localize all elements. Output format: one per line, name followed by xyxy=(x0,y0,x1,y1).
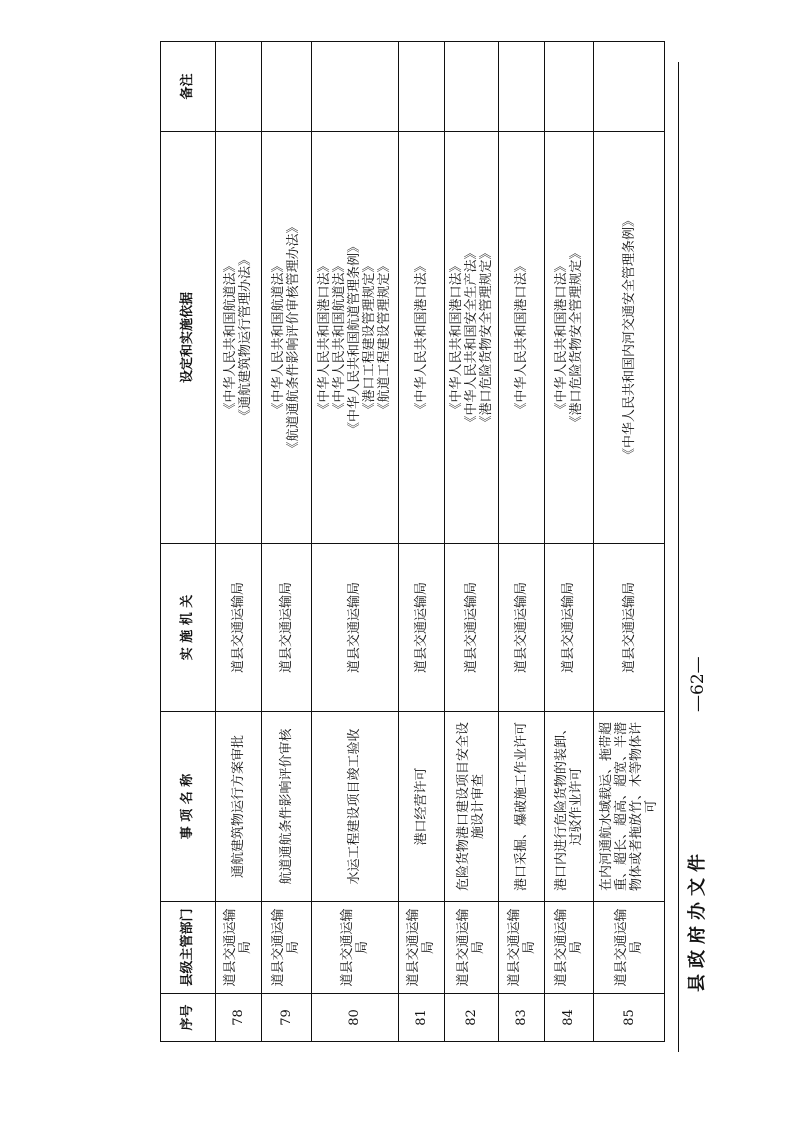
table-row xyxy=(398,42,444,1042)
cell-basis xyxy=(499,132,545,544)
legal-basis-line: 《中华人民共和国港口法》 xyxy=(448,259,464,416)
col-header-note: 备注 xyxy=(161,42,216,132)
legal-basis-line: 《航道工程建设管理规定》 xyxy=(377,259,393,416)
cell-item: 在内河通航水域载运、拖带超重、超长、超高、超宽、半潜物体或者拖放竹、木等物体许可 xyxy=(594,712,665,902)
cell-agency: 道县交通运输局 xyxy=(499,544,545,712)
cell-item: 水运工程建设项目竣工验收 xyxy=(311,712,398,902)
cell-agency: 道县交通运输局 xyxy=(311,544,398,712)
cell-no: 82 xyxy=(444,994,499,1042)
cell-no: 85 xyxy=(594,994,665,1042)
document-header-title: 县政府办文件 xyxy=(687,848,708,992)
cell-dept: 道县交通运输局 xyxy=(444,902,499,994)
approval-items-table xyxy=(160,41,665,1042)
table-row xyxy=(444,42,499,1042)
cell-no: 81 xyxy=(398,994,444,1042)
cell-item: 港口采掘、爆破施工作业许可 xyxy=(499,712,545,902)
cell-note xyxy=(215,42,262,132)
page-number: —62— xyxy=(688,656,708,712)
table-row xyxy=(215,42,262,1042)
cell-dept: 道县交通运输局 xyxy=(594,902,665,994)
cell-no: 84 xyxy=(544,994,593,1042)
cell-item: 危险货物港口建设项目安全设施设计审查 xyxy=(444,712,499,902)
cell-note xyxy=(262,42,311,132)
cell-agency: 道县交通运输局 xyxy=(544,544,593,712)
col-header-basis: 设定和实施依据 xyxy=(161,132,216,544)
cell-basis xyxy=(544,132,593,544)
legal-basis-line: 《通航建筑物运行管理办法》 xyxy=(238,253,254,423)
cell-note xyxy=(499,42,545,132)
header-rule xyxy=(678,62,679,1052)
cell-item: 港口经营许可 xyxy=(398,712,444,902)
cell-agency: 道县交通运输局 xyxy=(215,544,262,712)
legal-basis-line: 《中华人民共和国内河交通安全管理条例》 xyxy=(621,214,637,462)
cell-no: 80 xyxy=(311,994,398,1042)
cell-dept: 道县交通运输局 xyxy=(311,902,398,994)
cell-basis xyxy=(398,132,444,544)
legal-basis-line: 《中华人民共和国航道法》 xyxy=(223,259,239,416)
legal-basis-line: 《中华人民共和国港口法》 xyxy=(553,259,569,416)
cell-no: 83 xyxy=(499,994,545,1042)
cell-dept: 道县交通运输局 xyxy=(398,902,444,994)
legal-basis-line: 《中华人民共和国航道法》 xyxy=(332,259,348,416)
cell-no: 78 xyxy=(215,994,262,1042)
cell-dept: 道县交通运输局 xyxy=(544,902,593,994)
cell-basis xyxy=(311,132,398,544)
col-header-no: 序号 xyxy=(161,994,216,1042)
legal-basis-line: 《港口工程建设管理规定》 xyxy=(362,259,378,416)
col-header-item: 事 项 名 称 xyxy=(161,712,216,902)
cell-note xyxy=(544,42,593,132)
cell-item: 通航建筑物运行方案审批 xyxy=(215,712,262,902)
cell-dept: 道县交通运输局 xyxy=(499,902,545,994)
legal-basis-line: 《港口危险货物安全管理规定》 xyxy=(568,246,584,429)
col-header-agency: 实 施 机 关 xyxy=(161,544,216,712)
cell-dept: 道县交通运输局 xyxy=(215,902,262,994)
cell-basis xyxy=(444,132,499,544)
legal-basis-line: 《中华人民共和国港口法》 xyxy=(413,259,429,416)
legal-basis-line: 《港口危险货物安全管理规定》 xyxy=(478,246,494,429)
cell-item: 港口内进行危险货物的装卸、过驳作业许可 xyxy=(544,712,593,902)
cell-item: 航道通航条件影响评价审核 xyxy=(262,712,311,902)
cell-no: 79 xyxy=(262,994,311,1042)
cell-dept: 道县交通运输局 xyxy=(262,902,311,994)
legal-basis-line: 《航道通航条件影响评价审核管理办法》 xyxy=(286,220,302,455)
cell-agency: 道县交通运输局 xyxy=(398,544,444,712)
legal-basis-line: 《中华人民共和国航道法》 xyxy=(271,259,287,416)
table-row xyxy=(262,42,311,1042)
cell-agency: 道县交通运输局 xyxy=(262,544,311,712)
cell-note xyxy=(444,42,499,132)
cell-agency: 道县交通运输局 xyxy=(594,544,665,712)
cell-note xyxy=(311,42,398,132)
cell-basis xyxy=(594,132,665,544)
table-row xyxy=(544,42,593,1042)
col-header-dept: 县级主管部门 xyxy=(161,902,216,994)
legal-basis-line: 《中华人民共和国安全生产法》 xyxy=(463,246,479,429)
cell-note xyxy=(398,42,444,132)
table-header-row xyxy=(161,42,216,1042)
table-row xyxy=(311,42,398,1042)
table-row xyxy=(594,42,665,1042)
legal-basis-line: 《中华人民共和国港口法》 xyxy=(317,259,333,416)
legal-basis-line: 《中华人民共和国航道管理条例》 xyxy=(347,240,363,436)
legal-basis-line: 《中华人民共和国港口法》 xyxy=(514,259,530,416)
cell-basis xyxy=(215,132,262,544)
table-row xyxy=(499,42,545,1042)
cell-basis xyxy=(262,132,311,544)
cell-agency: 道县交通运输局 xyxy=(444,544,499,712)
cell-note xyxy=(594,42,665,132)
